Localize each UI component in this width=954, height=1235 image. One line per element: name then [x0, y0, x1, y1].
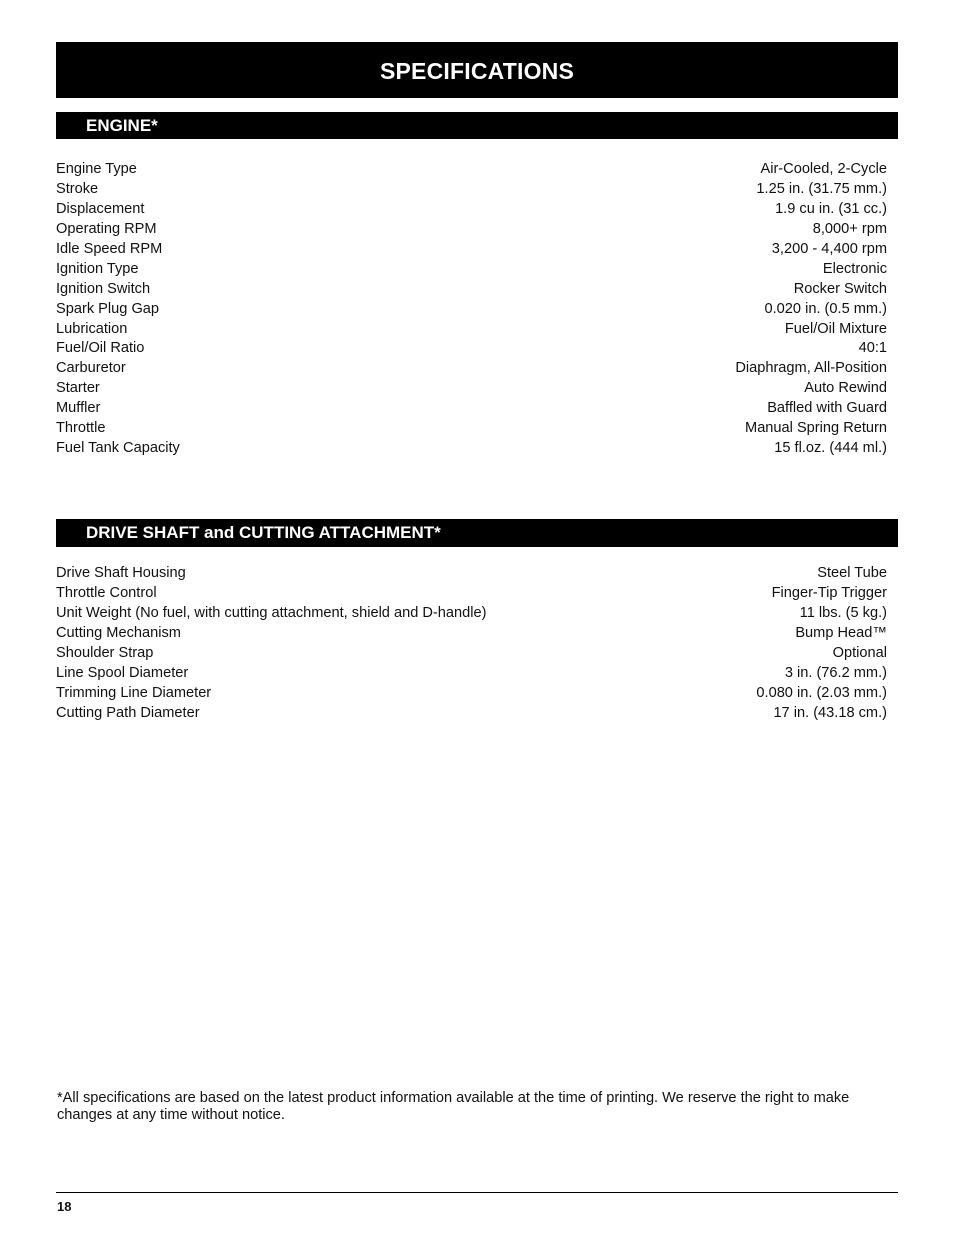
spec-label: Ignition Switch	[56, 280, 151, 297]
spec-label: Shoulder Strap	[56, 644, 154, 661]
spec-row-cutting-path-diameter	[56, 704, 887, 724]
spec-label: Operating RPM	[56, 220, 157, 237]
spec-row-ignition-switch	[56, 280, 887, 300]
spec-row-shoulder-strap	[56, 644, 887, 664]
spec-label: Displacement	[56, 200, 145, 217]
spec-value: 15 fl.oz. (444 ml.)	[774, 440, 887, 457]
spec-row-operating-rpm	[56, 220, 887, 240]
spec-label: Lubrication	[56, 320, 128, 337]
spec-label: Fuel Tank Capacity	[56, 440, 180, 457]
spec-label: Carburetor	[56, 360, 126, 377]
spec-row-line-spool-diameter	[56, 664, 887, 684]
spec-row-stroke	[56, 180, 887, 200]
spec-value: Baffled with Guard	[767, 400, 887, 417]
spec-value: 0.080 in. (2.03 mm.)	[756, 684, 887, 701]
spec-value: Fuel/Oil Mixture	[784, 320, 887, 337]
spec-row-throttle-control	[56, 584, 887, 604]
spec-value: 8,000+ rpm	[812, 220, 887, 237]
spec-value: Electronic	[822, 260, 887, 277]
page-title: SPECIFICATIONS	[379, 57, 575, 84]
spec-row-throttle	[56, 419, 887, 439]
spec-label: Starter	[56, 380, 100, 397]
spec-row-unit-weight	[56, 604, 887, 624]
spec-value: Air-Cooled, 2-Cycle	[760, 161, 887, 177]
spec-value: 3 in. (76.2 mm.)	[784, 664, 887, 681]
spec-value: Diaphragm, All-Position	[735, 360, 887, 377]
spec-row-cutting-mechanism	[56, 624, 887, 644]
spec-value: Auto Rewind	[804, 380, 887, 397]
spec-value: Steel Tube	[817, 565, 887, 581]
spec-value: 1.25 in. (31.75 mm.)	[756, 180, 887, 197]
spec-row-carburetor	[56, 359, 887, 379]
spec-value: Finger-Tip Trigger	[771, 584, 887, 601]
spec-row-displacement	[56, 200, 887, 220]
spec-row-engine-type	[56, 160, 887, 180]
spec-label: Muffler	[56, 400, 101, 417]
spec-row-lubrication	[56, 320, 887, 340]
spec-value: 17 in. (43.18 cm.)	[773, 704, 887, 721]
footnote: *All specifications are based on the latest product information available at the time of printing. We reserve the right to make changes at any time without notice.	[57, 1090, 850, 1123]
spec-value: Bump Head™	[795, 624, 887, 641]
drive-shaft-spec-list	[56, 564, 887, 724]
spec-label: Throttle	[56, 420, 106, 437]
spec-row-drive-shaft-housing	[56, 564, 887, 584]
spec-label: Trimming Line Diameter	[56, 684, 212, 701]
spec-row-muffler	[56, 399, 887, 419]
spec-row-ignition-type	[56, 260, 887, 280]
spec-label: Cutting Path Diameter	[56, 704, 200, 721]
spec-label: Line Spool Diameter	[56, 664, 189, 681]
drive-shaft-section-title: DRIVE SHAFT and CUTTING ATTACHMENT*	[86, 523, 441, 542]
spec-label: Idle Speed RPM	[56, 240, 163, 257]
spec-row-spark-plug-gap	[56, 300, 887, 320]
engine-section-header	[56, 112, 898, 139]
spec-value: 40:1	[858, 340, 887, 357]
spec-value: 0.020 in. (0.5 mm.)	[764, 300, 887, 317]
spec-value: Manual Spring Return	[745, 420, 887, 437]
spec-label: Cutting Mechanism	[56, 624, 181, 641]
footer-divider	[56, 1192, 898, 1193]
spec-row-trimming-line-diameter	[56, 684, 887, 704]
page-number: 18	[57, 1199, 72, 1214]
spec-value: 3,200 - 4,400 rpm	[771, 240, 887, 257]
spec-label: Stroke	[56, 180, 99, 197]
spec-row-starter	[56, 379, 887, 399]
spec-label: Fuel/Oil Ratio	[56, 340, 145, 357]
spec-row-fuel-oil-ratio	[56, 339, 887, 359]
spec-label: Unit Weight (No fuel, with cutting attachment, shield and D-handle)	[56, 604, 487, 621]
spec-label: Ignition Type	[56, 260, 139, 277]
spec-value: Optional	[832, 644, 887, 661]
spec-value: 1.9 cu in. (31 cc.)	[775, 200, 887, 217]
engine-section-title: ENGINE*	[86, 115, 158, 135]
spec-row-idle-speed-rpm	[56, 240, 887, 260]
title-banner	[56, 42, 898, 98]
spec-value: 11 lbs. (5 kg.)	[799, 604, 887, 621]
spec-label: Throttle Control	[56, 584, 157, 601]
spec-label: Spark Plug Gap	[56, 300, 160, 317]
spec-value: Rocker Switch	[793, 280, 887, 297]
engine-spec-list	[56, 160, 887, 459]
spec-row-fuel-tank-capacity	[56, 439, 887, 459]
spec-label: Engine Type	[56, 161, 137, 177]
spec-label: Drive Shaft Housing	[56, 565, 186, 581]
drive-shaft-section-header	[56, 519, 898, 547]
